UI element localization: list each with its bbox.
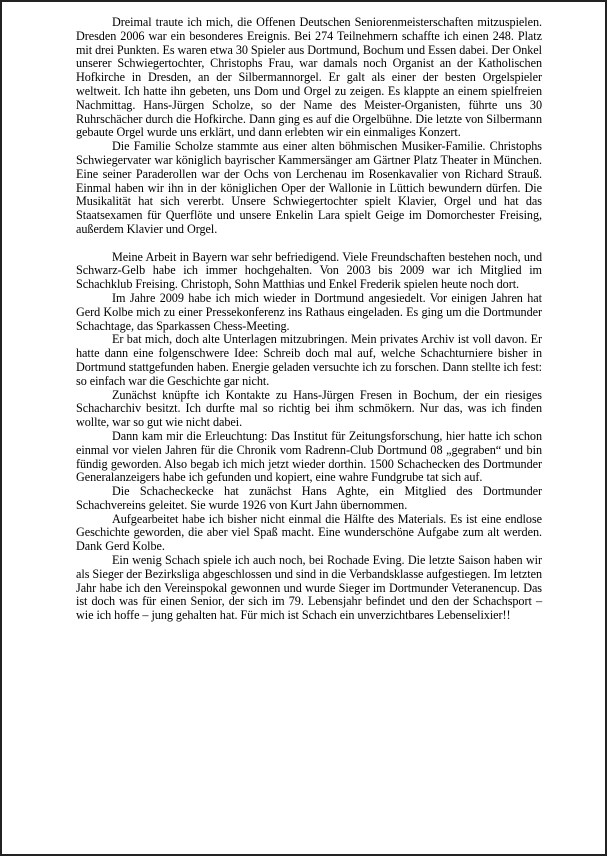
paragraph: Die Familie Scholze stammte aus einer alten böhmischen Musiker-Familie. Christophs Schwiegervater war königlich bayrischer Kammersänger am Gärtner Platz Theater in München. Eine seiner Paraderollen war der Ochs von Lerchenau im Rosenkavalier von Richard Strauß. Einmal haben wir ihn in der königlichen Oper der Wallonie in Lüttich bewundern dürfen. Die Musikalität hat sich vererbt. Unsere Schwiegertochter spielt Klavier, Orgel und hat das Staatsexamen für Querflöte und unsere Enkelin Lara spielt Geige im Domorchester Freising, außerdem Klavier und Orgel. xyxy=(76,139,542,236)
paragraph: Zunächst knüpfte ich Kontakte zu Hans-Jürgen Fresen in Bochum, der ein riesiges Schacharchiv besitzt. Ich durfte mal so richtig bei ihm schmökern. Nur das, was ich finden wollte, war so gut wie nicht dabei. xyxy=(76,387,542,430)
paragraph: Meine Arbeit in Bayern war sehr befriedigend. Viele Freundschaften bestehen noch, und Schwarz-Gelb habe ich immer hochgehalten. Von 2003 bis 2009 war ich Mitglied im Schachklub Freising. Christoph, Sohn Matthias und Enkel Frederik spielen heute noch dort. xyxy=(76,249,542,292)
paragraph: Die Schacheckecke hat zunächst Hans Aghte, ein Mitglied des Dortmunder Schachvereins geleitet. Sie wurde 1926 von Kurt Jahn übernommen. xyxy=(76,484,542,512)
paragraph: Dreimal traute ich mich, die Offenen Deutschen Seniorenmeisterschaften mitzuspielen. Dresden 2006 war ein besonderes Ereignis. Bei 274 Teilnehmern schaffte ich einen 248. Platz mit drei Punkten. Es waren etwa 30 Spieler aus Dortmund, Bochum und Essen dabei. Der Onkel unserer Schwiegertochter, Christophs Frau, war damals noch Organist an der Katholischen Hofkirche in Dresden, an der Silbermannorgel. Er galt als einer der besten Orgelspieler weltweit. Ich hatte ihn gebeten, uns Dom und Orgel zu zeigen. Es klappte an einem spielfreien Nachmittag. Hans-Jürgen Scholze, so der Name des Meister-Organisten, führte uns 30 Ruhrschächer durch die Hofkirche. Dann ging es auf die Orgelbühne. Die letzte von Silbermann gebaute Orgel wurde uns erklärt, und dann erlebten wir ein einmaliges Konzert. xyxy=(76,15,542,140)
document-body xyxy=(76,16,542,623)
paragraph: Ein wenig Schach spiele ich auch noch, bei Rochade Eving. Die letzte Saison haben wir als Sieger der Bezirksliga abgeschlossen und sind in die Verbandsklasse aufgestiegen. Im letzten Jahr habe ich den Vereinspokal gewonnen und wurde Sieger im Dortmunder Veteranencup. Das ist doch was für einen Senior, der sich im 79. Lebensjahr befindet und den der Schachsport – wie ich hoffe – jung gehalten hat. Für mich ist Schach ein unverzichtbares Lebenselixier!! xyxy=(76,553,542,623)
paragraph: Im Jahre 2009 habe ich mich wieder in Dortmund angesiedelt. Vor einigen Jahren hat Gerd Kolbe mich zu einer Pressekonferenz ins Rathaus eingeladen. Es ging um die Dortmunder Schachtage, das Sparkassen Chess-Meeting. xyxy=(76,290,542,333)
paragraph: Dann kam mir die Erleuchtung: Das Institut für Zeitungsforschung, hier hatte ich schon einmal vor vielen Jahren für die Chronik vom Radrenn-Club Dortmund 08 „gegraben“ und bin fündig geworden. Also begab ich mich jetzt wieder dorthin. 1500 Schachecken des Dortmunder Generalanzeigers habe ich gefunden und kopiert, eine wahre Fundgrube tat sich auf. xyxy=(76,428,542,485)
paragraph: Aufgearbeitet habe ich bisher nicht einmal die Hälfte des Materials. Es ist eine endlose Geschichte geworden, die aber viel Spaß macht. Eine wunderschöne Aufgabe zum alt werden. Dank Gerd Kolbe. xyxy=(76,511,542,554)
paragraph: Er bat mich, doch alte Unterlagen mitzubringen. Mein privates Archiv ist voll davon. Er hatte dann eine folgenschwere Idee: Schreib doch mal auf, welche Schachturniere bisher in Dortmund stattgefunden haben. Energie geladen versuchte ich zu forschen. Dann stellte ich fest: so einfach war die Geschichte gar nicht. xyxy=(76,332,542,388)
